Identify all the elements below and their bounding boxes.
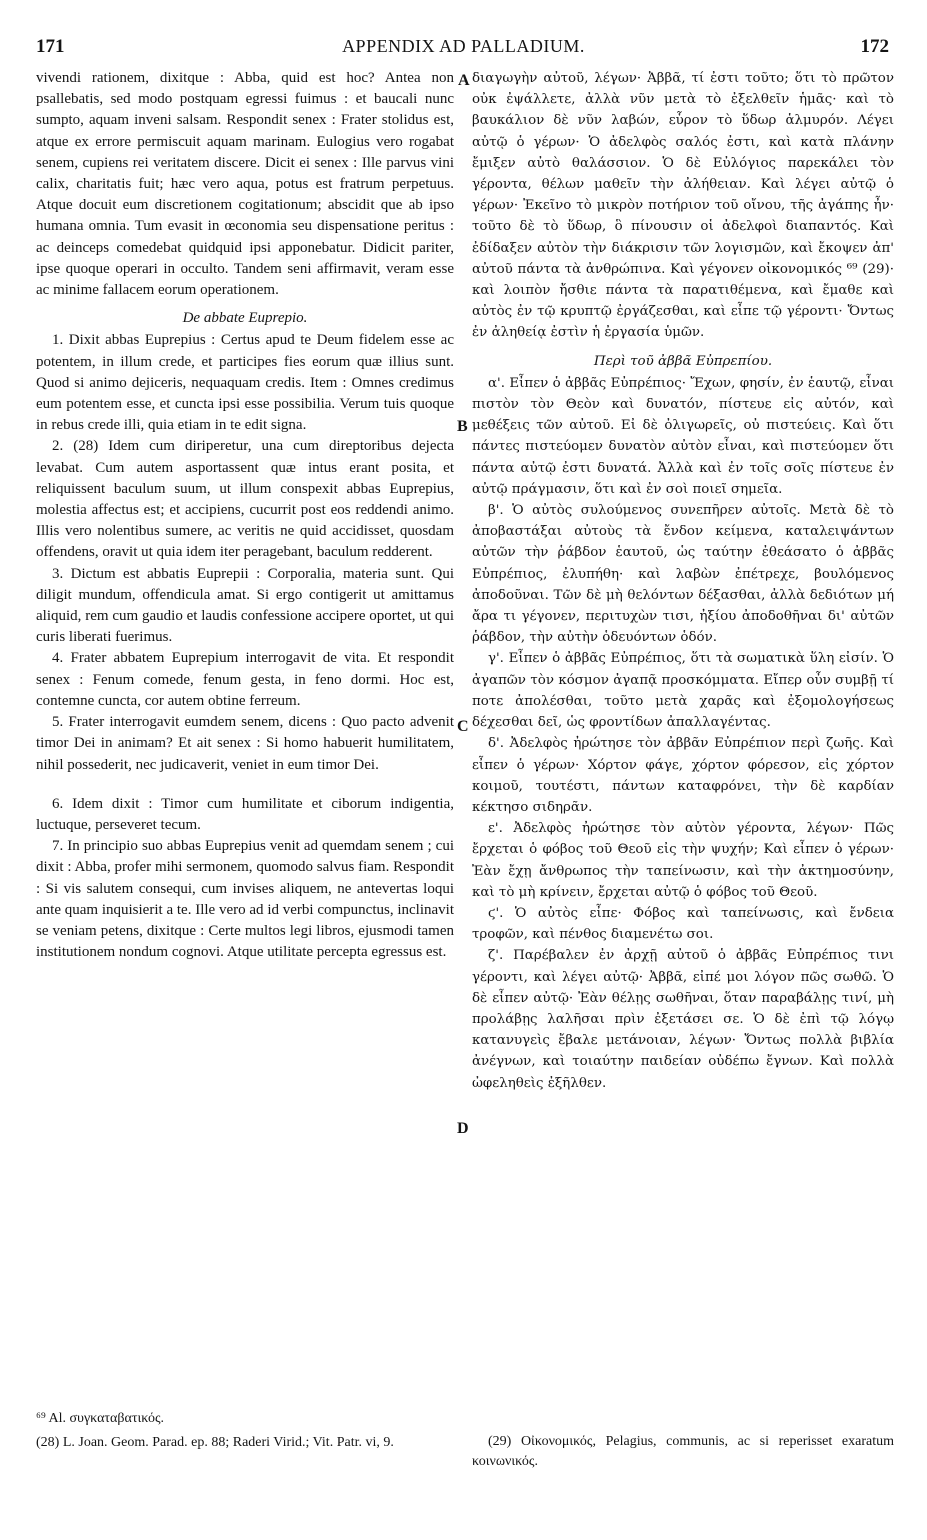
greek-section-heading: Περὶ τοῦ ἀββᾶ Εὐπρεπίου. <box>593 353 773 369</box>
greek-column <box>472 68 894 1428</box>
latin-paragraph-1: 1. Dixit abbas Euprepius : Certus apud te Deum fidelem esse ac potentem, in illum crede, et participes fies eorum quæ illius sunt. Quod si animo dejiceris, nequaquam credis. Item : Omnes credimus eum potentem esse, et cuncta ipsi esse possibilia. Verum tuis quoque in rebus crede illi, quia etiam in te edit signa. <box>36 332 454 434</box>
greek-paragraph-6: ϛ'. Ὁ αὐτὸς εἶπε· Φόβος καὶ ταπείνωσις, καὶ ἔνδεια τροφῶν, καὶ πένθος διαμενέτω σοι. <box>472 905 894 943</box>
section-marker-c: C <box>457 718 469 735</box>
latin-paragraph-4: 4. Frater abbatem Euprepium interrogavit de vita. Et respondit senex : Fenum comede, fenum gesta, in feno dormi. Hoc est, contemne cuncta, cor autem obtine ferreum. <box>36 650 454 709</box>
greek-footnotes <box>472 1432 894 1472</box>
section-marker-a: A <box>458 72 470 89</box>
footnote-29: (29) Οἰκονομικός, Pelagius, communis, ac si reperisset exaratum κοινωνικός. <box>472 1434 894 1469</box>
latin-paragraph-6: 6. Idem dixit : Timor cum humilitate et ciborum indigentia, luctuque, perseveret tecum. <box>36 795 454 833</box>
latin-paragraph-7: 7. In principio suo abbas Euprepius venit ad quemdam senem ; cui dixit : Abba, profer mihi sermonem, quomodo salvus fiam. Respondit : Si vis salutem consequi, cum invises aliquem, ne antevertas loqui ante quam inquisierit a te. Ille vero ad id verbi compunctus, inclinavit se veniam petens, dixitque : Certe multos legi libros, ejusmodi tamen institutionem nondum cognovi. Atque utilitate percepta egressus est. <box>36 838 454 961</box>
greek-paragraph-1: α'. Εἶπεν ὁ ἀββᾶς Εὐπρέπιος· Ἔχων, φησίν, ἐν ἑαυτῷ, εἶναι πιστὸν τὸν Θεὸν καὶ δυνατόν, πίστευε εἰς αὐτόν, καὶ μεθέξεις τῶν αὐτοῦ. Εἰ δὲ ὀλιγωρεῖς, οὐ πιστεύεις. Καὶ ὅτι πάντες πιστεύομεν δυνατὸν αὐτὸν εἶναι, καὶ πιστεύομεν ὅτι πάντα αὐτῷ ἐστι δυνατά. Ἀλλὰ καὶ ἐν τοῖς σοῖς πίστευε ἐν αὐτῷ πράγμασιν, ὅτι καὶ ἐν σοὶ ποιεῖ σημεῖα. <box>472 375 894 497</box>
section-marker-d: D <box>457 1120 469 1137</box>
footnote-28: (28) L. Joan. Geom. Parad. ep. 88; Raderi Virid.; Vit. Patr. vi, 9. <box>36 1435 394 1450</box>
greek-intro-paragraph: διαγωγὴν αὐτοῦ, λέγων· Ἀββᾶ, τί ἐστι τοῦτο; ὅτι τὸ πρῶτον οὐκ ἐψάλλετε, ἀλλὰ νῦν μετὰ τὸ ἐξελθεῖν ἡμᾶς· καὶ τὸ βαυκάλιον δὲ νῦν λαβών, εὗρον τὸ ὕδωρ ἁλμυρόν. Λέγει αὐτῷ ὁ γέρων· Ὁ ἀδελφὸς σαλός ἐστι, καὶ κατὰ πλάνην ἔμιξεν αὐτὸ θαλάσσιον. Ὁ δὲ Εὐλόγιος παρεκάλει τὸν γέροντα, θέλων μαθεῖν τὴν ἀλήθειαν. Καὶ λέγει αὐτῷ ὁ γέρων· Ἐκεῖνο τὸ μικρὸν ποτήριον τοῦ οἴνου, τῆς ἀγάπης ἦν· τοῦτο δὲ τὸ ὕδωρ, ὃ πίνουσιν οἱ ἀδελφοὶ διαπαντός. Καὶ ἐδίδαξεν αὐτὸν τὴν διάκρισιν τῶν λογισμῶν, καὶ ἔκοψεν ἀπ' αὐτοῦ πάντα τὰ ἀνθρώπινα. Καὶ γέγονεν οἰκονομικός ⁶⁹ (29)· καὶ λοιπὸν ἤσθιε πάντα τὰ παρατιθέμενα, καὶ ἔμαθε καὶ αὐτὸς ἐν τῷ κρυπτῷ ἐργάζεσθαι, καὶ εἶπε τῷ γέροντι· Ὄντως ἐν ἀληθείᾳ ἐστὶν ἡ ἐργασία ὑμῶν. <box>472 71 894 341</box>
latin-paragraph-3: 3. Dictum est abbatis Euprepii : Corporalia, materia sunt. Qui diligit mundum, offendicula amat. Si ergo contigerit ut amittamus aliquid, rem cum gaudio et laudis confessione accipere oportet, ut qui curis liberati fuerimus. <box>36 565 454 646</box>
greek-paragraph-5: ε'. Ἀδελφὸς ἠρώτησε τὸν αὐτὸν γέροντα, λέγων· Πῶς ἔρχεται ὁ φόβος τοῦ Θεοῦ εἰς τὴν ψυχήν; Καὶ εἶπεν ὁ γέρων· Ἐὰν ἔχῃ ἄνθρωπος τὴν ταπείνωσιν, καὶ τὴν ἀκτημοσύνην, καὶ τὸ μὴ κρίνειν, ἔρχεται αὐτῷ ὁ φόβος τοῦ Θεοῦ. <box>472 821 894 900</box>
running-title: APPENDIX AD PALLADIUM. <box>342 36 585 56</box>
page-header <box>0 0 927 70</box>
footnote-69: ⁶⁹ Al. συγκαταβατικός. <box>36 1411 165 1426</box>
page-number-left: 171 <box>36 36 65 57</box>
page-number-right: 172 <box>860 36 889 57</box>
latin-paragraph-2: 2. (28) Idem cum diriperetur, una cum direptoribus dejecta levabat. Cum autem asportassent quæ intus erant posita, et reliquissent baculum suum, ut illum conspexit abbas Euprepius, molestia affectus est; et accipiens, cucurrit post eos reddendi animo. Illis vero nolentibus sumere, ac veritis ne quid accidisset, quosdam offendens, oravit ut quia idem iter peragebant, baculum redderent. <box>36 438 454 561</box>
latin-section-heading: De abbate Euprepio. <box>182 310 308 327</box>
section-marker-b: B <box>457 418 468 435</box>
greek-paragraph-4: δ'. Ἀδελφὸς ἠρώτησε τὸν ἀββᾶν Εὐπρέπιον περὶ ζωῆς. Καὶ εἶπεν ὁ γέρων· Χόρτον φάγε, χόρτον φόρεσον, εἰς χόρτον κοιμοῦ, τουτέστι, πάντων καταφρόνει, τὴν δὲ καρδίαν κέκτησο σιδηρᾶν. <box>472 736 894 815</box>
latin-intro-paragraph: vivendi rationem, dixitque : Abba, quid est hoc? Antea non psallebatis, sed modo postquam egressi fuimus : et baucali nunc sumpto, aquam inveni salsam. Respondit senex : Frater stolidus est, atque ex errore permiscuit aquam marinam. Eulogius vero rogabat senem, cupiens rei veritatem discere. Dicit ei senex : Ille parvus vini calix, charitatis fuit; hæc vero aqua, potus est fratrum perpetuus. Atque docuit eum discretionem cogitationum; abscidit que ab ipso humana omnia. Tum evasit in œconomia seu dispensatione peritus : ac deinceps comedebat quidquid ipsi apponebatur. Didicit pariter, ipse quoque operari in occulto. Tandem seni affirmavit, veram esse ac minime fallacem eorum operationem. <box>36 70 454 299</box>
greek-paragraph-3: γ'. Εἶπεν ὁ ἀββᾶς Εὐπρέπιος, ὅτι τὰ σωματικὰ ὕλη εἰσίν. Ὁ ἀγαπῶν τὸν κόσμον ἀγαπᾷ προσκόμματα. Εἴπερ οὖν συμβῇ τί ποτε ἀπολέσθαι, τοῦτο μετὰ χαρᾶς καὶ ἐξομολογήσεως δέχεσθαι δεῖ, ὡς φροντίδων ἀπαλλαγέντας. <box>472 651 894 731</box>
latin-footnotes <box>36 1408 454 1453</box>
greek-paragraph-7: ζ'. Παρέβαλεν ἐν ἀρχῇ αὐτοῦ ὁ ἀββᾶς Εὐπρέπιος τινι γέροντι, καὶ λέγει αὐτῷ· Ἀββᾶ, εἰπέ μοι λόγον πῶς σωθῶ. Ὁ δὲ εἶπεν αὐτῷ· Ἐὰν θέλῃς σωθῆναι, ὅταν παραβάλῃς τινί, μὴ προλάβῃς λαλῆσαι πρὶν ἐξετάσει σε. Ὁ δὲ ἐπὶ τῷ λόγῳ κατανυγεὶς ἔβαλε μετάνοιαν, λέγων· Ὄντως πολλὰ βιβλία ἀνέγνων, καὶ τοιαύτην παιδείαν οὐδέπω ἔγνων. Καὶ πολλὰ ὠφεληθεὶς ἐξῆλθεν. <box>472 948 894 1091</box>
paragraph-gap <box>36 776 454 794</box>
latin-column <box>36 68 454 1408</box>
greek-paragraph-2: β'. Ὁ αὐτὸς συλούμενος συνεπῆρεν αὐτοῖς. Μετὰ δὲ τὸ ἀποβαστάξαι αὐτοὺς τὰ ἔνδον κείμενα, καταλειψάντων αὐτῶν τὴν ῥάβδον ἑαυτοῦ, ὡς ταύτην ἐθεάσατο ὁ ἀββᾶς Εὐπρέπιος, ἐλυπήθη· καὶ λαβὼν ἐπέτρεχε, βουλόμενος ἀποδοῦναι. Τῶν δὲ μὴ θελόντων δέξασθαι, ἀλλὰ δεδιότων μή ἄρα τι γέγονεν, περιτυχὼν τισι, ἠξίου ἀποδοθῆναι δι' αὐτῶν ῥάβδον, τὴν αὐτὴν ὁδευόντων ὁδόν. <box>472 503 894 646</box>
latin-paragraph-5: 5. Frater interrogavit eumdem senem, dicens : Quo pacto advenit timor Dei in animam? Et ait senex : Si homo habuerit humilitatem, nihil possederit, nec judicaverit, veniet in eum timor Dei. <box>36 714 454 773</box>
